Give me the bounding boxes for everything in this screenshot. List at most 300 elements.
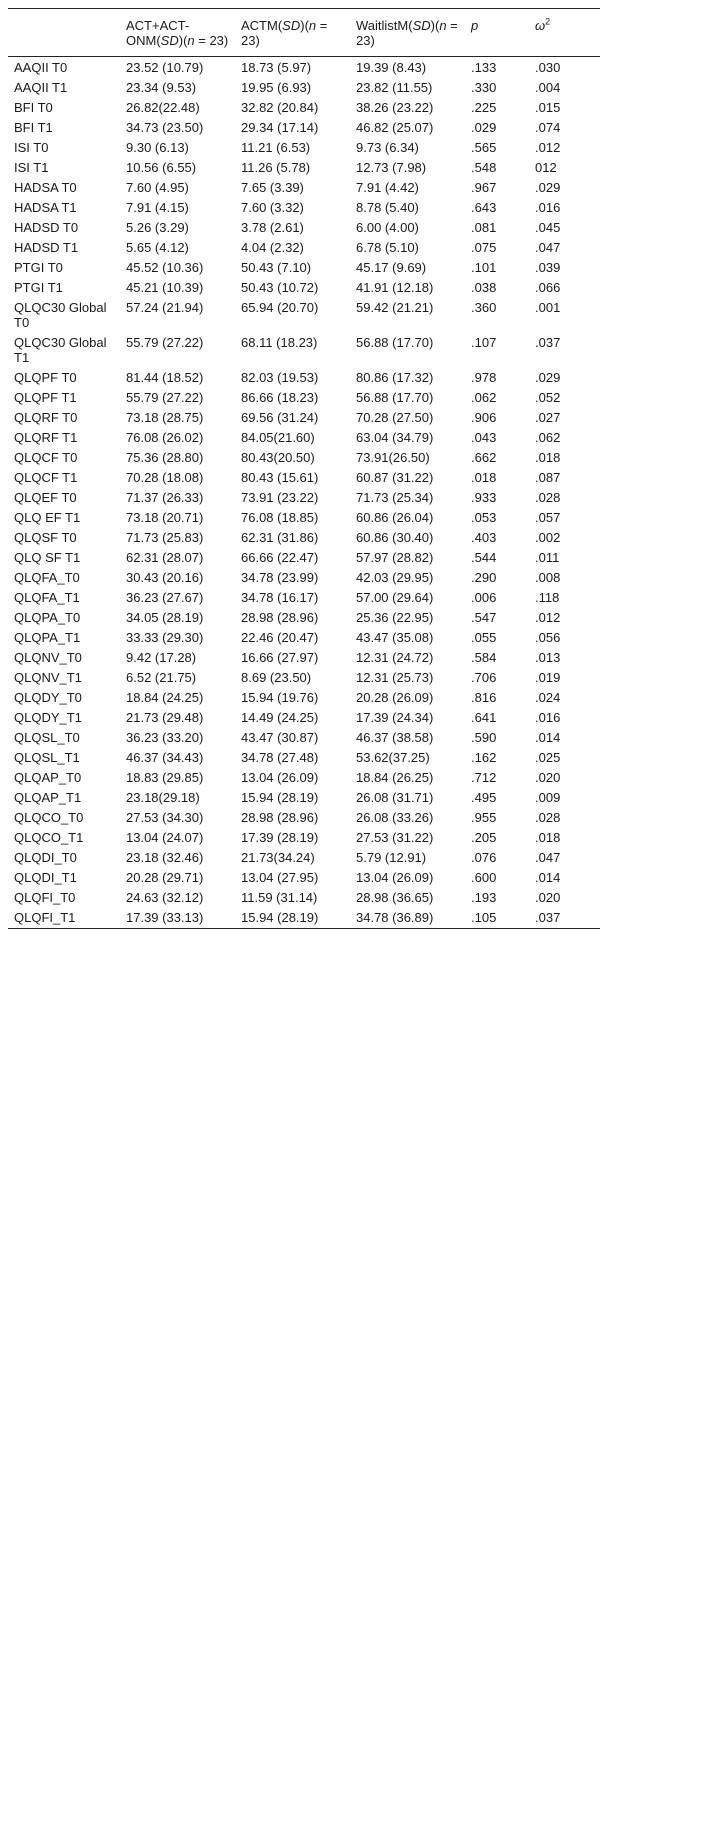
measure-cell: QLQNV_T0 bbox=[14, 650, 82, 665]
actm-cell: 7.60 (3.32) bbox=[241, 200, 304, 215]
measure-cell: QLQ SF T1 bbox=[14, 550, 81, 565]
waitlist-cell: 26.08 (31.71) bbox=[356, 790, 434, 805]
measure-cell: QLQCF T0 bbox=[14, 450, 78, 465]
p-value-cell: .544 bbox=[471, 550, 497, 565]
p-value-cell: .403 bbox=[471, 530, 497, 545]
act-onm-cell: 75.36 (28.80) bbox=[126, 450, 204, 465]
act-onm-cell: 23.34 (9.53) bbox=[126, 80, 197, 95]
p-value-cell: .029 bbox=[471, 120, 497, 135]
waitlist-cell: 60.87 (31.22) bbox=[356, 470, 434, 485]
p-value-cell: .978 bbox=[471, 370, 497, 385]
waitlist-cell: 27.53 (31.22) bbox=[356, 830, 434, 845]
actm-cell: 18.73 (5.97) bbox=[241, 60, 312, 75]
table-row bbox=[8, 628, 600, 648]
measure-cell: QLQDY_T1 bbox=[14, 710, 82, 725]
table-row bbox=[8, 808, 600, 828]
act-onm-cell: 73.18 (20.71) bbox=[126, 510, 204, 525]
measure-cell: QLQSF T0 bbox=[14, 530, 77, 545]
table-row bbox=[8, 908, 600, 929]
table-row bbox=[8, 448, 600, 468]
p-value-cell: .133 bbox=[471, 60, 497, 75]
waitlist-cell: 71.73 (25.34) bbox=[356, 490, 434, 505]
omega-cell: .057 bbox=[535, 510, 561, 525]
actm-cell: 68.11 (18.23) bbox=[241, 335, 318, 350]
waitlist-cell: 70.28 (27.50) bbox=[356, 410, 434, 425]
actm-cell: 82.03 (19.53) bbox=[241, 370, 319, 385]
omega-cell: .014 bbox=[535, 730, 561, 745]
header-omega: $\omega^2$ bbox=[535, 16, 551, 33]
table-row bbox=[8, 648, 600, 668]
actm-cell: 62.31 (31.86) bbox=[241, 530, 319, 545]
measure-cell: BFI T0 bbox=[14, 100, 53, 115]
table-row bbox=[8, 198, 600, 218]
act-onm-cell: 5.65 (4.12) bbox=[126, 240, 189, 255]
omega-cell: .056 bbox=[535, 630, 561, 645]
omega-cell: .027 bbox=[535, 410, 561, 425]
omega-cell: .066 bbox=[535, 280, 561, 295]
p-value-cell: .706 bbox=[471, 670, 497, 685]
measure-cell: QLQCF T1 bbox=[14, 470, 78, 485]
waitlist-cell: 73.91(26.50) bbox=[356, 450, 430, 465]
table-row bbox=[8, 368, 600, 388]
table-row bbox=[8, 78, 600, 98]
omega-cell: .047 bbox=[535, 850, 561, 865]
act-onm-cell: 9.42 (17.28) bbox=[126, 650, 197, 665]
actm-cell: 50.43 (10.72) bbox=[241, 280, 319, 295]
act-onm-cell: 26.82(22.48) bbox=[126, 100, 200, 115]
measure-cell: QLQCO_T0 bbox=[14, 810, 84, 825]
actm-cell: 7.65 (3.39) bbox=[241, 180, 304, 195]
results-table-container bbox=[8, 8, 600, 929]
p-value-cell: .105 bbox=[471, 910, 497, 925]
table-row bbox=[8, 828, 600, 848]
actm-cell: 4.04 (2.32) bbox=[241, 240, 304, 255]
measure-cell: PTGI T1 bbox=[14, 280, 63, 295]
waitlist-cell: 18.84 (26.25) bbox=[356, 770, 434, 785]
act-onm-cell: 55.79 (27.22) bbox=[126, 390, 204, 405]
p-value-cell: .290 bbox=[471, 570, 497, 585]
p-value-cell: .162 bbox=[471, 750, 497, 765]
header-empty bbox=[8, 9, 120, 57]
actm-cell: 86.66 (18.23) bbox=[241, 390, 319, 405]
p-value-cell: .062 bbox=[471, 390, 497, 405]
act-onm-cell: 6.52 (21.75) bbox=[126, 670, 197, 685]
measure-cell: QLQPF T0 bbox=[14, 370, 77, 385]
measure-cell: HADSA T0 bbox=[14, 180, 77, 195]
omega-cell: .012 bbox=[535, 140, 561, 155]
table-header bbox=[8, 9, 600, 57]
header-p: p bbox=[471, 18, 479, 33]
table-row bbox=[8, 57, 600, 79]
p-value-cell: .712 bbox=[471, 770, 497, 785]
act-onm-cell: 18.83 (29.85) bbox=[126, 770, 204, 785]
p-value-cell: .360 bbox=[471, 300, 497, 315]
p-value-cell: .081 bbox=[471, 220, 497, 235]
measure-cell: QLQC30 Global T0 bbox=[14, 300, 107, 330]
act-onm-cell: 33.33 (29.30) bbox=[126, 630, 204, 645]
p-value-cell: .967 bbox=[471, 180, 497, 195]
table-row bbox=[8, 688, 600, 708]
waitlist-cell: 5.79 (12.91) bbox=[356, 850, 427, 865]
omega-cell: .028 bbox=[535, 490, 561, 505]
act-onm-cell: 21.73 (29.48) bbox=[126, 710, 204, 725]
table-row bbox=[8, 218, 600, 238]
act-onm-cell: 20.28 (29.71) bbox=[126, 870, 204, 885]
measure-cell: QLQ EF T1 bbox=[14, 510, 81, 525]
measure-cell: QLQCO_T1 bbox=[14, 830, 84, 845]
actm-cell: 32.82 (20.84) bbox=[241, 100, 319, 115]
actm-cell: 16.66 (27.97) bbox=[241, 650, 319, 665]
omega-cell: .012 bbox=[535, 610, 561, 625]
p-value-cell: .043 bbox=[471, 430, 497, 445]
omega-cell: .009 bbox=[535, 790, 561, 805]
table-row bbox=[8, 298, 600, 333]
actm-cell: 19.95 (6.93) bbox=[241, 80, 312, 95]
actm-cell: 29.34 (17.14) bbox=[241, 120, 319, 135]
waitlist-cell: 60.86 (30.40) bbox=[356, 530, 434, 545]
waitlist-cell: 28.98 (36.65) bbox=[356, 890, 434, 905]
measure-cell: QLQPF T1 bbox=[14, 390, 77, 405]
act-onm-cell: 23.18 (32.46) bbox=[126, 850, 204, 865]
table-row bbox=[8, 488, 600, 508]
act-onm-cell: 45.52 (10.36) bbox=[126, 260, 204, 275]
measure-cell: QLQRF T1 bbox=[14, 430, 78, 445]
table-row bbox=[8, 728, 600, 748]
measure-cell: QLQFI_T0 bbox=[14, 890, 76, 905]
table-row bbox=[8, 708, 600, 728]
actm-cell: 65.94 (20.70) bbox=[241, 300, 319, 315]
waitlist-cell: 80.86 (17.32) bbox=[356, 370, 434, 385]
p-value-cell: .495 bbox=[471, 790, 497, 805]
omega-cell: 012 bbox=[535, 160, 557, 175]
table-row bbox=[8, 98, 600, 118]
waitlist-cell: 45.17 (9.69) bbox=[356, 260, 427, 275]
omega-cell: .025 bbox=[535, 750, 561, 765]
act-onm-cell: 13.04 (24.07) bbox=[126, 830, 204, 845]
omega-cell: .020 bbox=[535, 890, 561, 905]
act-onm-cell: 7.60 (4.95) bbox=[126, 180, 189, 195]
p-value-cell: .075 bbox=[471, 240, 497, 255]
table-row bbox=[8, 568, 600, 588]
waitlist-cell: 12.31 (25.73) bbox=[356, 670, 434, 685]
waitlist-cell: 56.88 (17.70) bbox=[356, 335, 434, 350]
waitlist-cell: 12.31 (24.72) bbox=[356, 650, 434, 665]
act-onm-cell: 5.26 (3.29) bbox=[126, 220, 189, 235]
omega-cell: .011 bbox=[535, 550, 560, 565]
table-row bbox=[8, 258, 600, 278]
waitlist-cell: 43.47 (35.08) bbox=[356, 630, 434, 645]
omega-cell: .002 bbox=[535, 530, 561, 545]
measure-cell: AAQII T1 bbox=[14, 80, 68, 95]
act-onm-cell: 46.37 (34.43) bbox=[126, 750, 204, 765]
measure-cell: HADSD T1 bbox=[14, 240, 79, 255]
actm-cell: 15.94 (28.19) bbox=[241, 790, 319, 805]
act-onm-cell: 62.31 (28.07) bbox=[126, 550, 204, 565]
measure-cell: QLQSL_T1 bbox=[14, 750, 80, 765]
actm-cell: 34.78 (27.48) bbox=[241, 750, 319, 765]
actm-cell: 14.49 (24.25) bbox=[241, 710, 319, 725]
table-row bbox=[8, 158, 600, 178]
table-row bbox=[8, 408, 600, 428]
measure-cell: QLQDI_T0 bbox=[14, 850, 77, 865]
measure-cell: PTGI T0 bbox=[14, 260, 63, 275]
actm-cell: 66.66 (22.47) bbox=[241, 550, 319, 565]
header-act-onm: ACT+ACT-ONM(SD)(n = 23) bbox=[126, 18, 229, 48]
p-value-cell: .006 bbox=[471, 590, 497, 605]
actm-cell: 76.08 (18.85) bbox=[241, 510, 319, 525]
measure-cell: BFI T1 bbox=[14, 120, 53, 135]
actm-cell: 80.43(20.50) bbox=[241, 450, 315, 465]
measure-cell: QLQFI_T1 bbox=[14, 910, 76, 925]
waitlist-cell: 41.91 (12.18) bbox=[356, 280, 434, 295]
measure-cell: HADSA T1 bbox=[14, 200, 77, 215]
p-value-cell: .816 bbox=[471, 690, 497, 705]
act-onm-cell: 27.53 (34.30) bbox=[126, 810, 204, 825]
act-onm-cell: 36.23 (27.67) bbox=[126, 590, 204, 605]
measure-cell: QLQFA_T1 bbox=[14, 590, 80, 605]
measure-cell: QLQEF T0 bbox=[14, 490, 77, 505]
table-row bbox=[8, 748, 600, 768]
table-row bbox=[8, 868, 600, 888]
omega-cell: .014 bbox=[535, 870, 561, 885]
table-row bbox=[8, 278, 600, 298]
p-value-cell: .955 bbox=[471, 810, 497, 825]
p-value-cell: .547 bbox=[471, 610, 497, 625]
omega-cell: .037 bbox=[535, 335, 561, 350]
actm-cell: 73.91 (23.22) bbox=[241, 490, 319, 505]
actm-cell: 11.21 (6.53) bbox=[241, 140, 311, 155]
waitlist-cell: 9.73 (6.34) bbox=[356, 140, 419, 155]
table-row bbox=[8, 178, 600, 198]
measure-cell: QLQRF T0 bbox=[14, 410, 78, 425]
omega-cell: .045 bbox=[535, 220, 561, 235]
measure-cell: QLQPA_T1 bbox=[14, 630, 81, 645]
measure-cell: QLQNV_T1 bbox=[14, 670, 82, 685]
table-row bbox=[8, 788, 600, 808]
actm-cell: 13.04 (27.95) bbox=[241, 870, 319, 885]
measure-cell: QLQC30 Global T1 bbox=[14, 335, 107, 365]
actm-cell: 17.39 (28.19) bbox=[241, 830, 319, 845]
act-onm-cell: 73.18 (28.75) bbox=[126, 410, 204, 425]
omega-cell: .047 bbox=[535, 240, 561, 255]
p-value-cell: .038 bbox=[471, 280, 497, 295]
act-onm-cell: 81.44 (18.52) bbox=[126, 370, 204, 385]
omega-cell: .016 bbox=[535, 200, 561, 215]
p-value-cell: .101 bbox=[471, 260, 497, 275]
p-value-cell: .330 bbox=[471, 80, 497, 95]
act-onm-cell: 9.30 (6.13) bbox=[126, 140, 189, 155]
waitlist-cell: 46.37 (38.58) bbox=[356, 730, 434, 745]
table-row bbox=[8, 848, 600, 868]
act-onm-cell: 71.73 (25.83) bbox=[126, 530, 204, 545]
actm-cell: 8.69 (23.50) bbox=[241, 670, 312, 685]
omega-cell: .016 bbox=[535, 710, 561, 725]
header-row bbox=[8, 9, 600, 57]
act-onm-cell: 45.21 (10.39) bbox=[126, 280, 204, 295]
p-value-cell: .076 bbox=[471, 850, 497, 865]
waitlist-cell: 13.04 (26.09) bbox=[356, 870, 434, 885]
header-waitlist: WaitlistM(SD)(n = 23) bbox=[356, 18, 458, 48]
omega-cell: .029 bbox=[535, 370, 561, 385]
waitlist-cell: 59.42 (21.21) bbox=[356, 300, 434, 315]
waitlist-cell: 8.78 (5.40) bbox=[356, 200, 419, 215]
act-onm-cell: 18.84 (24.25) bbox=[126, 690, 204, 705]
measure-cell: QLQDI_T1 bbox=[14, 870, 77, 885]
waitlist-cell: 19.39 (8.43) bbox=[356, 60, 427, 75]
p-value-cell: .193 bbox=[471, 890, 497, 905]
omega-cell: .074 bbox=[535, 120, 561, 135]
omega-cell: .024 bbox=[535, 690, 561, 705]
act-onm-cell: 23.18(29.18) bbox=[126, 790, 200, 805]
actm-cell: 11.59 (31.14) bbox=[241, 890, 318, 905]
p-value-cell: .053 bbox=[471, 510, 497, 525]
table-row bbox=[8, 588, 600, 608]
table-row bbox=[8, 528, 600, 548]
omega-cell: .019 bbox=[535, 670, 561, 685]
omega-cell: .018 bbox=[535, 450, 561, 465]
actm-cell: 80.43 (15.61) bbox=[241, 470, 319, 485]
table-row bbox=[8, 888, 600, 908]
omega-cell: .015 bbox=[535, 100, 561, 115]
act-onm-cell: 76.08 (26.02) bbox=[126, 430, 204, 445]
p-value-cell: .643 bbox=[471, 200, 497, 215]
act-onm-cell: 17.39 (33.13) bbox=[126, 910, 204, 925]
measure-cell: QLQDY_T0 bbox=[14, 690, 82, 705]
actm-cell: 13.04 (26.09) bbox=[241, 770, 319, 785]
p-value-cell: .600 bbox=[471, 870, 497, 885]
omega-cell: .008 bbox=[535, 570, 561, 585]
waitlist-cell: 38.26 (23.22) bbox=[356, 100, 434, 115]
measure-cell: HADSD T0 bbox=[14, 220, 79, 235]
waitlist-cell: 17.39 (24.34) bbox=[356, 710, 434, 725]
omega-cell: .028 bbox=[535, 810, 561, 825]
omega-cell: .039 bbox=[535, 260, 561, 275]
p-value-cell: .055 bbox=[471, 630, 497, 645]
omega-cell: .052 bbox=[535, 390, 561, 405]
omega-cell: .029 bbox=[535, 180, 561, 195]
p-value-cell: .565 bbox=[471, 140, 497, 155]
act-onm-cell: 34.05 (28.19) bbox=[126, 610, 204, 625]
actm-cell: 84.05(21.60) bbox=[241, 430, 315, 445]
actm-cell: 34.78 (23.99) bbox=[241, 570, 319, 585]
measure-cell: QLQFA_T0 bbox=[14, 570, 80, 585]
actm-cell: 28.98 (28.96) bbox=[241, 810, 319, 825]
act-onm-cell: 71.37 (26.33) bbox=[126, 490, 204, 505]
waitlist-cell: 7.91 (4.42) bbox=[356, 180, 419, 195]
act-onm-cell: 23.52 (10.79) bbox=[126, 60, 204, 75]
table-row bbox=[8, 118, 600, 138]
measure-cell: QLQAP_T0 bbox=[14, 770, 82, 785]
table-row bbox=[8, 238, 600, 258]
act-onm-cell: 55.79 (27.22) bbox=[126, 335, 204, 350]
table-row bbox=[8, 548, 600, 568]
waitlist-cell: 42.03 (29.95) bbox=[356, 570, 434, 585]
act-onm-cell: 57.24 (21.94) bbox=[126, 300, 204, 315]
table-row bbox=[8, 668, 600, 688]
table-row bbox=[8, 138, 600, 158]
waitlist-cell: 12.73 (7.98) bbox=[356, 160, 427, 175]
actm-cell: 3.78 (2.61) bbox=[241, 220, 304, 235]
p-value-cell: .906 bbox=[471, 410, 497, 425]
p-value-cell: .584 bbox=[471, 650, 497, 665]
measure-cell: QLQSL_T0 bbox=[14, 730, 80, 745]
table-row bbox=[8, 768, 600, 788]
p-value-cell: .662 bbox=[471, 450, 497, 465]
waitlist-cell: 34.78 (36.89) bbox=[356, 910, 434, 925]
measure-cell: QLQAP_T1 bbox=[14, 790, 82, 805]
waitlist-cell: 20.28 (26.09) bbox=[356, 690, 434, 705]
results-table bbox=[8, 8, 600, 929]
waitlist-cell: 46.82 (25.07) bbox=[356, 120, 434, 135]
waitlist-cell: 6.78 (5.10) bbox=[356, 240, 419, 255]
actm-cell: 21.73(34.24) bbox=[241, 850, 315, 865]
act-onm-cell: 36.23 (33.20) bbox=[126, 730, 204, 745]
omega-cell: .087 bbox=[535, 470, 561, 485]
p-value-cell: .641 bbox=[471, 710, 497, 725]
omega-cell: .118 bbox=[535, 590, 560, 605]
act-onm-cell: 24.63 (32.12) bbox=[126, 890, 204, 905]
omega-cell: .018 bbox=[535, 830, 561, 845]
table-row bbox=[8, 428, 600, 448]
waitlist-cell: 26.08 (33.26) bbox=[356, 810, 434, 825]
table-body bbox=[8, 57, 600, 929]
actm-cell: 22.46 (20.47) bbox=[241, 630, 319, 645]
waitlist-cell: 63.04 (34.79) bbox=[356, 430, 434, 445]
actm-cell: 34.78 (16.17) bbox=[241, 590, 319, 605]
omega-cell: .013 bbox=[535, 650, 561, 665]
omega-cell: .062 bbox=[535, 430, 561, 445]
waitlist-cell: 57.00 (29.64) bbox=[356, 590, 434, 605]
actm-cell: 15.94 (28.19) bbox=[241, 910, 319, 925]
p-value-cell: .590 bbox=[471, 730, 497, 745]
table-row bbox=[8, 508, 600, 528]
p-value-cell: .933 bbox=[471, 490, 497, 505]
waitlist-cell: 60.86 (26.04) bbox=[356, 510, 434, 525]
waitlist-cell: 57.97 (28.82) bbox=[356, 550, 434, 565]
p-value-cell: .018 bbox=[471, 470, 497, 485]
header-actm: ACTM(SD)(n = 23) bbox=[241, 18, 328, 48]
waitlist-cell: 23.82 (11.55) bbox=[356, 80, 433, 95]
omega-cell: .037 bbox=[535, 910, 561, 925]
waitlist-cell: 56.88 (17.70) bbox=[356, 390, 434, 405]
act-onm-cell: 70.28 (18.08) bbox=[126, 470, 204, 485]
actm-cell: 15.94 (19.76) bbox=[241, 690, 319, 705]
table-row bbox=[8, 333, 600, 368]
waitlist-cell: 25.36 (22.95) bbox=[356, 610, 434, 625]
p-value-cell: .205 bbox=[471, 830, 497, 845]
actm-cell: 28.98 (28.96) bbox=[241, 610, 319, 625]
actm-cell: 69.56 (31.24) bbox=[241, 410, 319, 425]
act-onm-cell: 34.73 (23.50) bbox=[126, 120, 204, 135]
omega-cell: .030 bbox=[535, 60, 561, 75]
p-value-cell: .107 bbox=[471, 335, 497, 350]
act-onm-cell: 10.56 (6.55) bbox=[126, 160, 197, 175]
omega-cell: .020 bbox=[535, 770, 561, 785]
table-row bbox=[8, 388, 600, 408]
act-onm-cell: 7.91 (4.15) bbox=[126, 200, 189, 215]
measure-cell: ISI T1 bbox=[14, 160, 49, 175]
waitlist-cell: 6.00 (4.00) bbox=[356, 220, 419, 235]
actm-cell: 50.43 (7.10) bbox=[241, 260, 312, 275]
omega-cell: .004 bbox=[535, 80, 561, 95]
act-onm-cell: 30.43 (20.16) bbox=[126, 570, 204, 585]
actm-cell: 43.47 (30.87) bbox=[241, 730, 319, 745]
measure-cell: ISI T0 bbox=[14, 140, 49, 155]
measure-cell: QLQPA_T0 bbox=[14, 610, 81, 625]
p-value-cell: .225 bbox=[471, 100, 497, 115]
waitlist-cell: 53.62(37.25) bbox=[356, 750, 430, 765]
p-value-cell: .548 bbox=[471, 160, 497, 175]
